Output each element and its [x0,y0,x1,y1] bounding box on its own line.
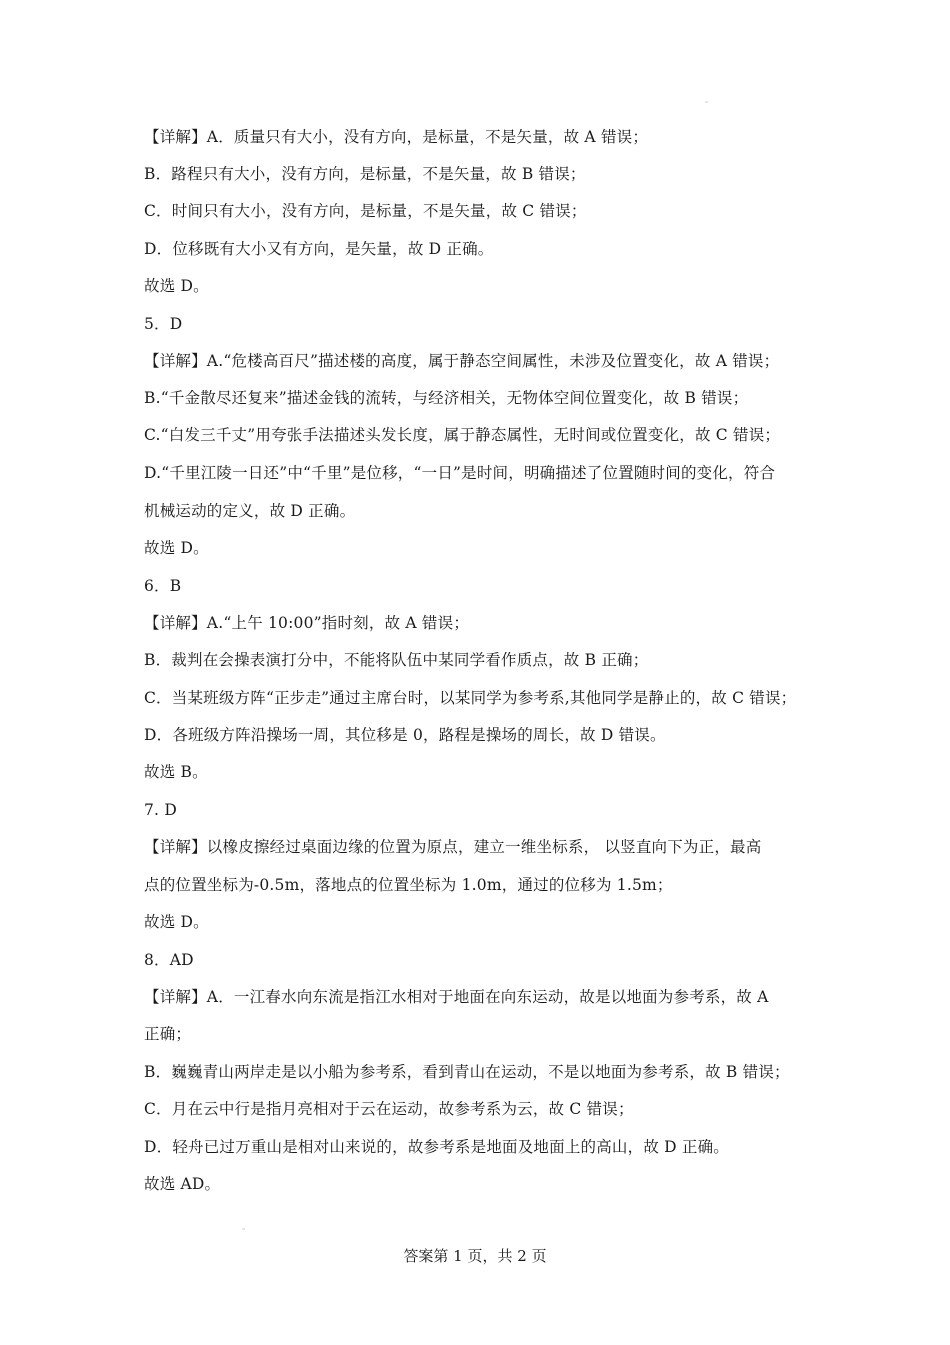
question-number: 5．D [144,315,183,333]
text-line: C.“白发三千丈”用夸张手法描述头发长度，属于静态属性，无时间或位置变化，故 C 错误； [144,426,781,444]
text-line: 【详解】以橡皮擦经过桌面边缘的位置为原点，建立一维坐标系， 以竖直向下为正，最高 [144,838,762,856]
page-footer: 答案第 1 页，共 2 页 [403,1247,547,1265]
text-line: 故选 AD。 [144,1175,221,1193]
text-line: 【详解】A.“上午 10:00”指时刻，故 A 错误； [144,614,470,632]
question-number: 6．B [144,577,182,595]
text-line: 点的位置坐标为-0.5m，落地点的位置坐标为 1.0m，通过的位移为 1.5m； [144,876,673,894]
text-line: 故选 D。 [144,539,209,557]
text-line: D．轻舟已过万重山是相对山来说的，故参考系是地面及地面上的高山，故 D 正确。 [144,1138,730,1156]
text-line: 【详解】A．一江春水向东流是指江水相对于地面在向东运动，故是以地面为参考系，故 A [144,988,769,1006]
text-line: 故选 B。 [144,763,208,781]
text-line: 【详解】A．质量只有大小，没有方向，是标量，不是矢量，故 A 错误； [144,128,649,146]
text-line: 故选 D。 [144,913,209,931]
text-line: B．裁判在会操表演打分中，不能将队伍中某同学看作质点，故 B 正确； [144,651,649,669]
text-line: 故选 D。 [144,277,209,295]
text-line: B．路程只有大小，没有方向，是标量，不是矢量，故 B 错误； [144,165,586,183]
text-line: C．当某班级方阵“正步走”通过主席台时，以某同学为参考系,其他同学是静止的，故 C 错误； [144,689,797,707]
question-number: 8．AD [144,951,194,969]
text-line: C．月在云中行是指月亮相对于云在运动，故参考系为云，故 C 错误； [144,1100,634,1118]
text-line: B．巍巍青山两岸走是以小船为参考系，看到青山在运动，不是以地面为参考系，故 B 错误； [144,1063,790,1081]
text-line: D．位移既有大小又有方向，是矢量，故 D 正确。 [144,240,494,258]
scan-mark [242,1228,245,1230]
scan-mark [705,101,708,103]
text-line: C．时间只有大小，没有方向，是标量，不是矢量，故 C 错误； [144,202,587,220]
text-line: D.“千里江陵一日还”中“千里”是位移，“一日”是时间，明确描述了位置随时间的变化，符合 [144,464,776,482]
text-line: 【详解】A.“危楼高百尺”描述楼的高度，属于静态空间属性，未涉及位置变化，故 A 错误； [144,352,780,370]
text-line: B.“千金散尽还复来”描述金钱的流转，与经济相关，无物体空间位置变化，故 B 错误； [144,389,749,407]
text-line: 正确； [144,1025,192,1043]
text-line: D．各班级方阵沿操场一周，其位移是 0，路程是操场的周长，故 D 错误。 [144,726,666,744]
question-number: 7. D [144,801,177,819]
text-line: 机械运动的定义，故 D 正确。 [144,502,356,520]
